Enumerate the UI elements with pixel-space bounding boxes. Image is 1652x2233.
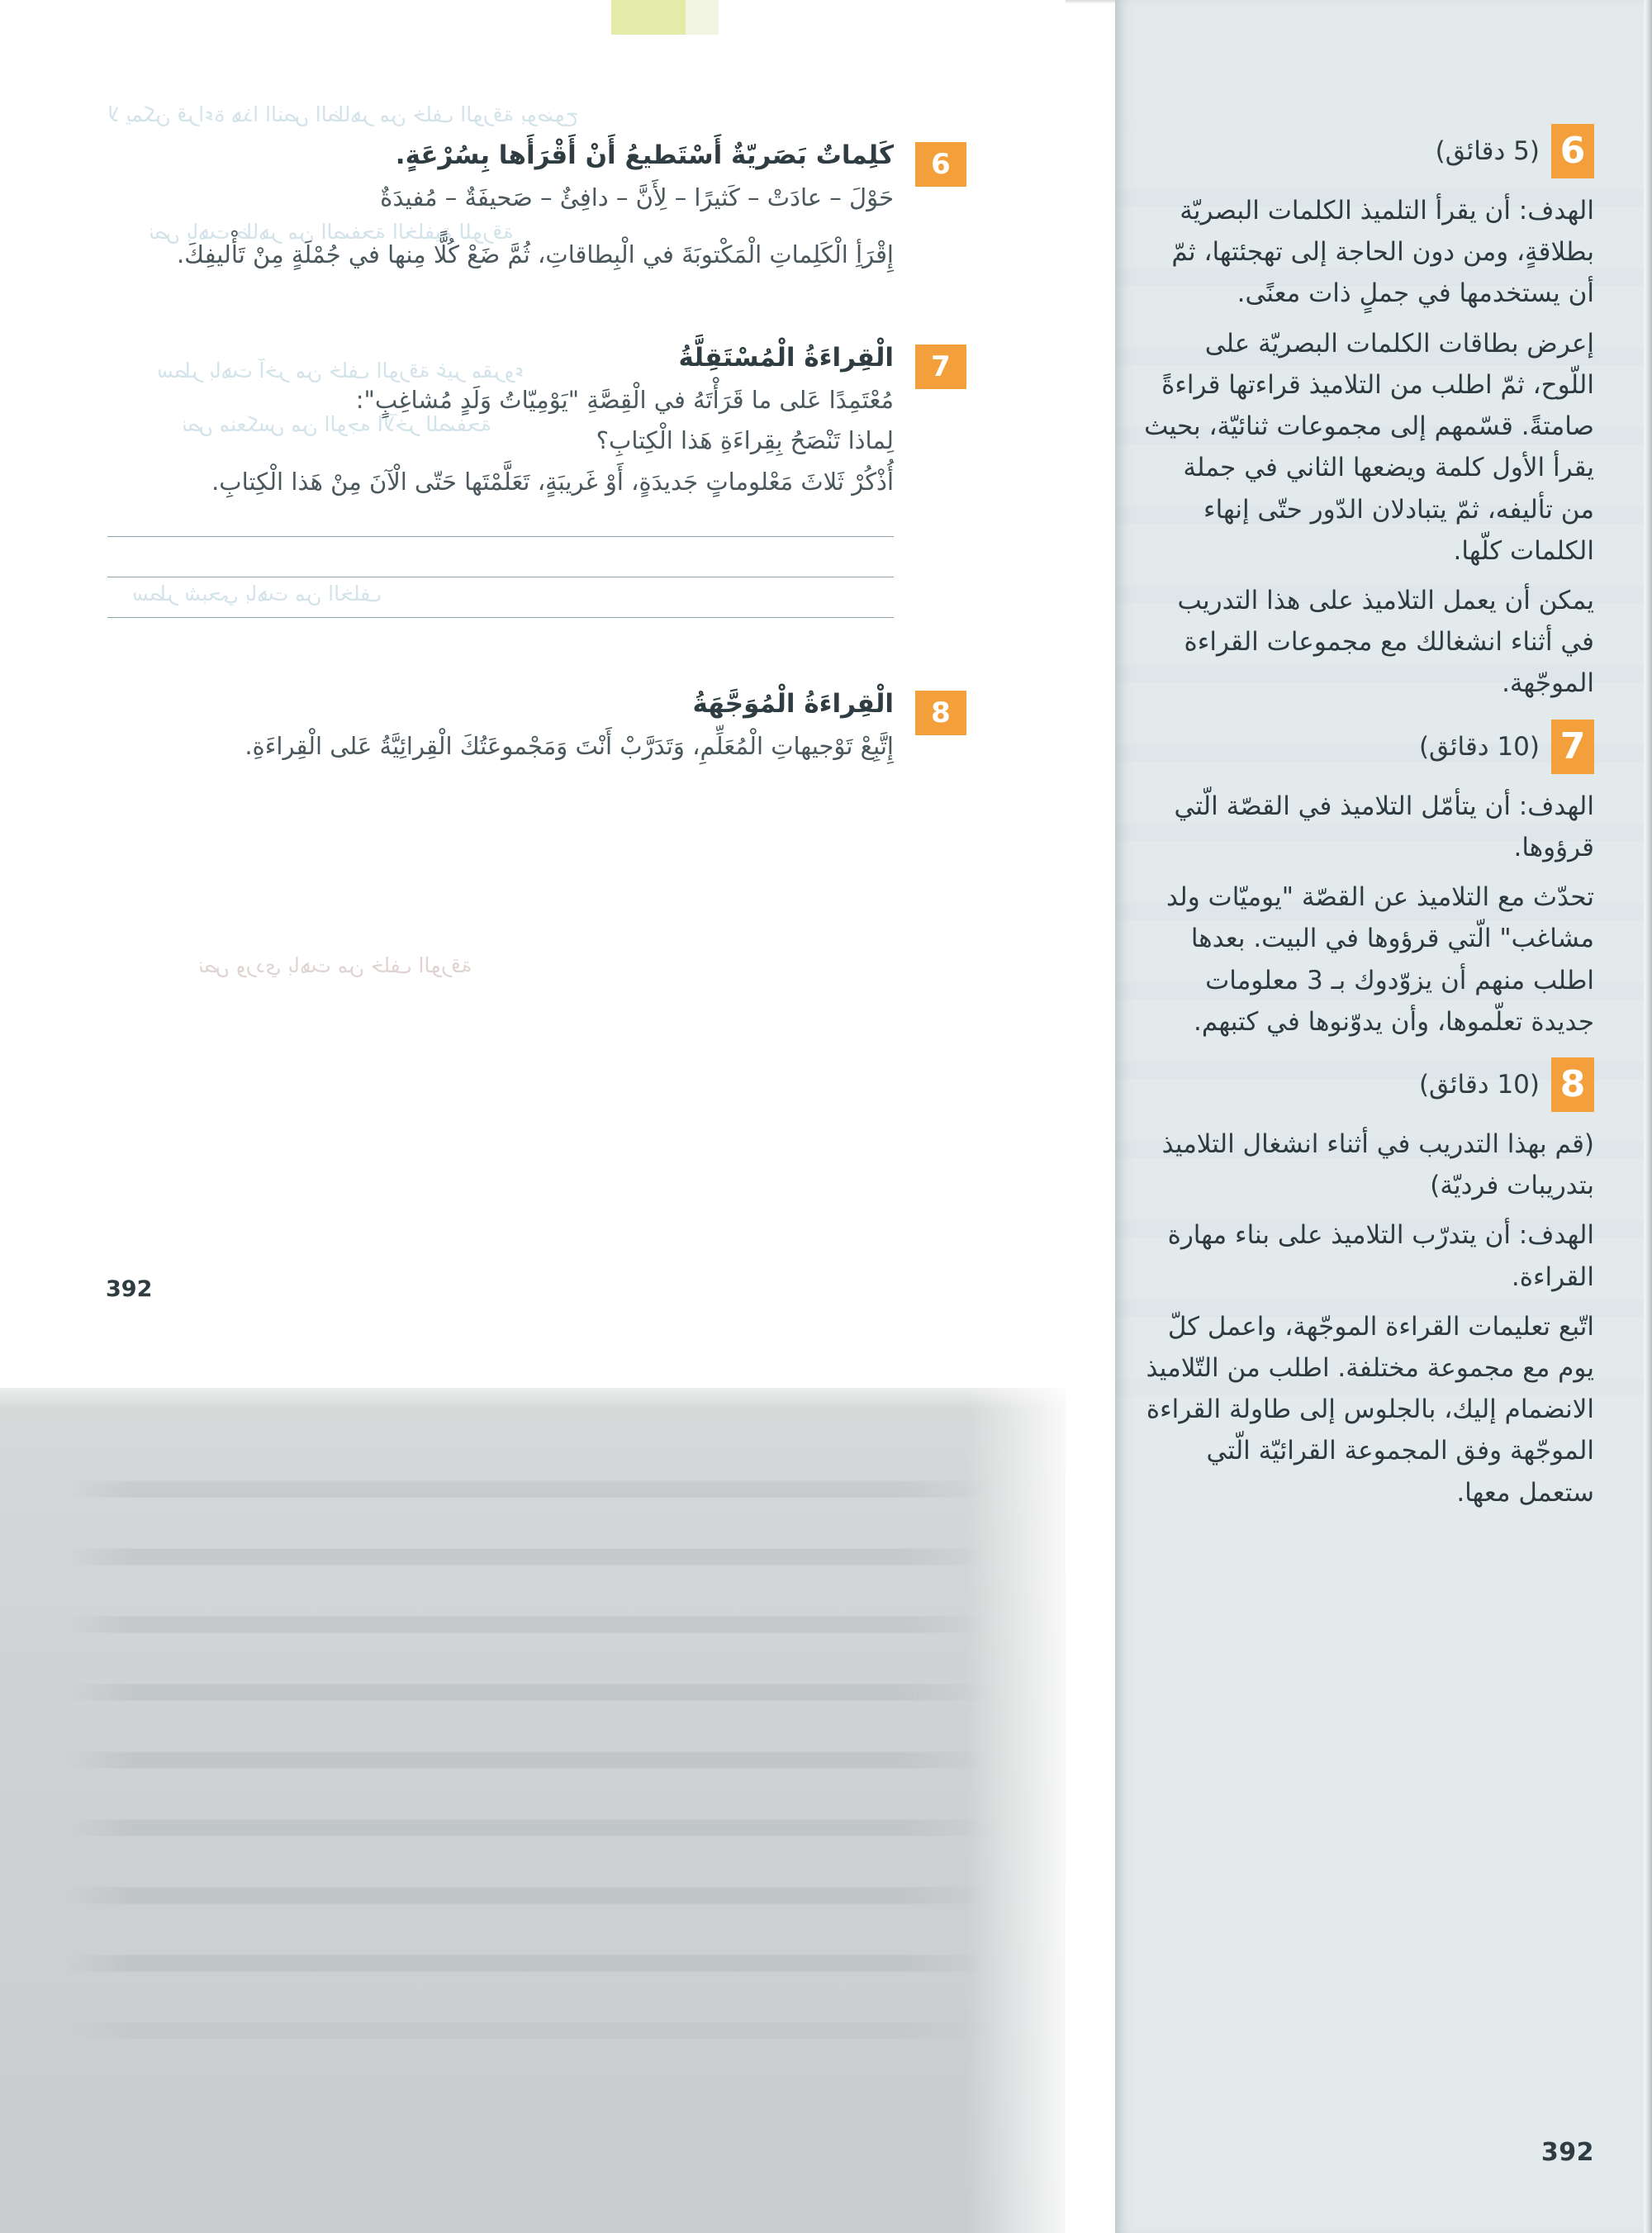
pupil-page-number: 392 xyxy=(106,1276,153,1302)
section-7-line-3: أُذْكُرْ ثَلاثَ مَعْلوماتٍ جَديدَةٍ، أَوْ غَريبَةٍ، تَعَلَّمْتَها حَتّى الْآنَ مِنْ هَذا الْكِتابِ. xyxy=(211,467,894,496)
section-8-line-1: إِتَّبِعْ تَوْجيهاتِ الْمُعَلِّمِ، وَتَدَرَّبْ أَنْتَ وَمَجْموعَتُكَ الْقِرائِيَّةُ عَلى الْقِراءَةِ. xyxy=(244,732,894,761)
spacer xyxy=(107,273,966,341)
section-number-badge-7: 7 xyxy=(915,344,966,389)
margin-block-6-paragraph-3: يمكن أن يعمل التلاميذ على هذا التدريب في أثناء انشغالك مع مجموعات القراءة الموجّهة. xyxy=(1177,585,1594,699)
margin-block-8 xyxy=(1143,1057,1594,1513)
answer-line[interactable] xyxy=(107,536,894,537)
margin-block-6-paragraph-1: الهدف: أن يقرأ التلميذ الكلمات البصريّة بطلاقةٍ، ومن دون الحاجة إلى تهجئتها، ثمّ أن يستخدمها في جملٍ ذات معنًى. xyxy=(1171,196,1594,309)
pupil-section-7 xyxy=(107,341,966,658)
section-7-title: الْقِراءَةُ الْمُسْتَقِلَّةُ xyxy=(678,342,894,373)
showthrough-ghost-text: نص منعكس من الوجه الآخر للصفحة xyxy=(182,412,491,436)
margin-block-7-paragraph-2: تحدّث مع التلاميذ عن القصّة "يوميّات ولد مشاغب" الّتي قرؤوها في البيت. بعدها اطلب منهم أن يزوّدوك بـ 3 معلومات جديدة تعلّموها، وأن يدوّنوها في كتبهم. xyxy=(1166,882,1594,1037)
scanner-shadow-area xyxy=(0,1388,1066,2233)
margin-number-badge-8: 8 xyxy=(1551,1057,1594,1112)
margin-number-badge-7: 7 xyxy=(1551,720,1594,774)
showthrough-ghost-text: نص وردي باهت من خلف الورقة xyxy=(198,953,472,977)
pupil-section-6 xyxy=(107,139,966,273)
section-7-line-2: لِماذا تَنْصَحُ بِقِراءَةِ هَذا الْكِتابِ؟ xyxy=(596,426,894,455)
margin-block-7 xyxy=(1143,720,1594,1043)
scan-right-edge xyxy=(1644,0,1652,2233)
margin-block-7-header xyxy=(1143,720,1594,774)
margin-block-8-header xyxy=(1143,1057,1594,1112)
margin-block-8-paragraph-3: اتّبع تعليمات القراءة الموجّهة، واعمل كلّ يوم مع مجموعة مختلفة. اطلب من التّلاميذ الانضمام إليك، بالجلوس إلى طاولة القراءة الموجّهة وفق المجموعة القرائيّة الّتي ستعمل معها. xyxy=(1146,1311,1594,1508)
shadow-right-fade xyxy=(966,1388,1066,2233)
margin-block-7-body xyxy=(1143,786,1594,1043)
margin-block-8-body xyxy=(1143,1124,1594,1513)
spacer xyxy=(107,658,966,687)
section-6-title: كَلِماتٌ بَصَريّةٌ أَسْتَطيعُ أَنْ أَقْرَأَها بِسُرْعَةٍ. xyxy=(395,140,894,170)
margin-block-7-duration: (10 دقائق) xyxy=(1418,731,1540,762)
section-number-badge-8: 8 xyxy=(915,691,966,735)
margin-block-6-header xyxy=(1143,124,1594,178)
margin-block-6 xyxy=(1143,124,1594,705)
margin-page-number: 392 xyxy=(1540,2138,1594,2167)
shadow-ghost-text xyxy=(0,1388,1066,2233)
teacher-margin-column xyxy=(1115,0,1644,2233)
margin-block-6-body xyxy=(1143,190,1594,705)
margin-block-7-paragraph-1: الهدف: أن يتأمّل التلاميذ في القصّة الّتي قرؤوها. xyxy=(1174,791,1594,862)
margin-block-8-paragraph-1: (قم بهذا التدريب في أثناء انشغال التلاميذ بتدريبات فرديّة) xyxy=(1161,1128,1594,1201)
margin-block-8-paragraph-2: الهدف: أن يتدرّب التلاميذ على بناء مهارة القراءة. xyxy=(1167,1220,1594,1292)
section-8-title: الْقِراءَةُ الْمُوَجَّهَةُ xyxy=(692,689,894,720)
section-number-badge-6: 6 xyxy=(915,142,966,187)
showthrough-ghost-text: سطر باهت آخر من خلف الورقة غير مقروء xyxy=(157,359,525,382)
showthrough-ghost-text: لا يمكن قراءة هذا النص الظاهر من خلف الورقة بوضوح xyxy=(107,102,579,126)
pupil-section-8 xyxy=(107,687,966,769)
showthrough-ghost-text: سطر شبحي باهت من الخلف xyxy=(132,582,382,606)
section-7-line-1: مُعْتَمِدًا عَلى ما قَرَأْتَهُ في الْقِصَّةِ "يَوْمِيّاتُ وَلَدٍ مُشاغِبٍ": xyxy=(355,385,894,414)
answer-line[interactable] xyxy=(107,617,894,618)
margin-block-6-paragraph-2: إعرض بطاقات الكلمات البصريّة على اللّوح، ثمّ اطلب من التلاميذ قراءتها قراءةً صامتةً. قسّمهم إلى مجموعات ثنائيّة، بحيث يقرأ الأول كلمة ويضعها الثاني في جملة من تأليفه، ثمّ يتبادلان الدّور حتّى إنهاء الكلمات كلّها. xyxy=(1144,328,1594,566)
margin-block-6-duration: (5 دقائق) xyxy=(1435,136,1540,166)
answer-write-lines[interactable] xyxy=(107,536,894,618)
margin-block-8-duration: (10 دقائق) xyxy=(1418,1069,1540,1100)
section-6-instruction: إِقْرَأِ الْكَلِماتِ الْمَكْتوبَةَ في الْبِطاقاتِ، ثُمَّ ضَعْ كُلًّا مِنها في جُمْلَةٍ مِنْ تَأْليفِكَ. xyxy=(176,240,894,269)
pupil-page xyxy=(0,0,1066,1388)
margin-number-badge-6: 6 xyxy=(1551,124,1594,178)
showthrough-ghost-text: نص باهت ظاهر من الصفحة الخلفية للورقة xyxy=(149,220,514,244)
section-6-word-list: حَوْلَ – عادَتْ – كَثيرًا – لِأَنَّ – دافِئٌ – صَحيفَةٌ – مُفيدَةٌ xyxy=(380,183,894,211)
